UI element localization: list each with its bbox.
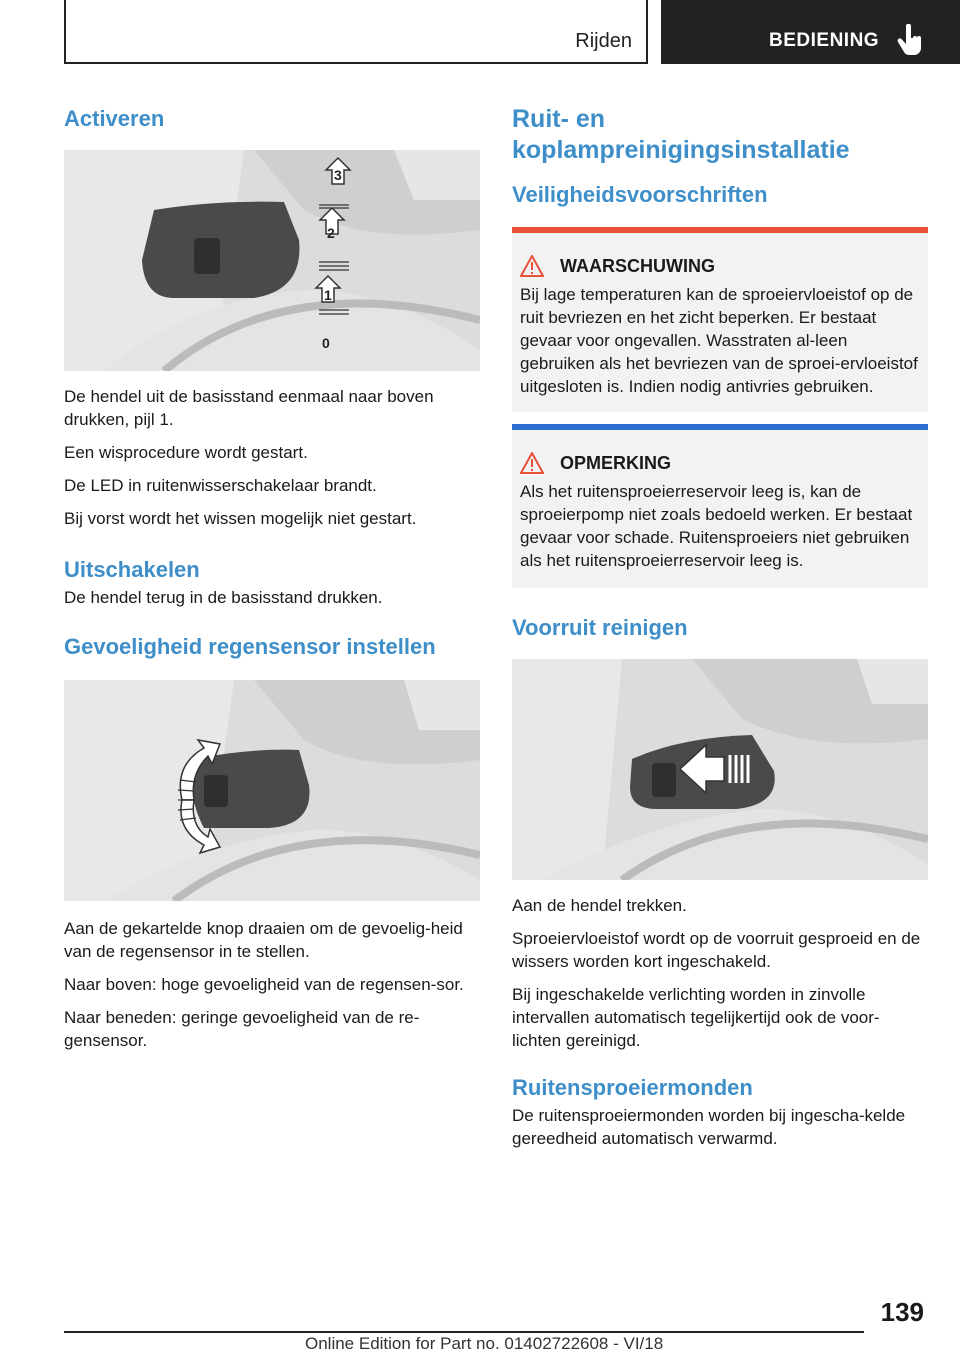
hand-pointer-icon — [895, 24, 925, 56]
warning-triangle-icon — [520, 255, 544, 277]
figure-wiper-lever-activate — [64, 150, 480, 371]
fig-label-3: 3 — [334, 167, 342, 183]
warning-title: WAARSCHUWING — [560, 255, 715, 276]
paragraph: De LED in ruitenwisserschakelaar brandt. — [64, 476, 377, 495]
paragraph: Aan de hendel trekken. — [512, 896, 687, 915]
left-column — [64, 96, 480, 1062]
heading-gevoeligheid: Gevoeligheid regensensor instellen — [64, 634, 436, 659]
paragraph: De hendel terug in de basisstand drukken. — [64, 588, 383, 607]
chapter-title: BEDIENING — [769, 30, 880, 51]
heading-ruitensproeiermonden: Ruitensproeiermonden — [512, 1075, 753, 1100]
note-box — [512, 424, 928, 588]
heading-activeren: Activeren — [64, 106, 165, 131]
paragraph: Naar beneden: geringe gevoeligheid van de re-gensensor. — [64, 1008, 420, 1050]
fig-label-0: 0 — [322, 335, 330, 351]
note-text: Als het ruitensproeierreservoir leeg is, kan de sproeierpomp niet zoals bedoeld werken. Er bestaat gevaar voor schade. Ruitensproeiers niet gebruiken als het ruitensproeierreservoir leeg is. — [520, 482, 913, 570]
fig-label-2: 2 — [327, 225, 335, 241]
page-number: 139 — [880, 1297, 924, 1327]
heading-uitschakelen: Uitschakelen — [64, 557, 200, 582]
footer-edition: Online Edition for Part no. 01402722608 - VI/18 — [305, 1334, 664, 1353]
paragraph: Bij ingeschakelde verlichting worden in zinvolle intervallen automatisch tegelijkertijd ook de voor-lichten gereinigd. — [512, 985, 880, 1050]
paragraph: Naar boven: hoge gevoeligheid van de regensen-sor. — [64, 975, 464, 994]
warning-box — [512, 227, 928, 412]
footer-divider — [64, 1331, 864, 1333]
heading-voorruit: Voorruit reinigen — [512, 615, 688, 640]
figure-windscreen-washer — [512, 659, 928, 880]
heading-main: Ruit- en koplampreinigingsinstallatie — [512, 105, 850, 164]
paragraph: Bij vorst wordt het wissen mogelijk niet gestart. — [64, 509, 417, 528]
note-title: OPMERKING — [560, 452, 672, 473]
right-column — [512, 96, 928, 1160]
paragraph: Aan de gekartelde knop draaien om de gevoelig-heid van de regensensor in te stellen. — [64, 919, 463, 961]
fig-label-1: 1 — [324, 287, 332, 303]
header-chapter-tab — [661, 0, 960, 64]
heading-veiligheid: Veiligheidsvoorschriften — [512, 182, 768, 207]
paragraph: Sproeiervloeistof wordt op de voorruit gesproeid en de wissers worden kort ingeschakeld. — [512, 929, 921, 971]
warning-triangle-icon — [520, 452, 544, 474]
paragraph: De ruitensproeiermonden worden bij ingescha-kelde gereedheid automatisch verwarmd. — [512, 1106, 906, 1148]
section-title: Rijden — [575, 30, 632, 52]
figure-rain-sensor-knob — [64, 680, 480, 901]
paragraph: De hendel uit de basisstand eenmaal naar boven drukken, pijl 1. — [64, 387, 434, 429]
header-left-tab — [64, 0, 648, 64]
warning-text: Bij lage temperaturen kan de sproeiervloeistof op de ruit bevriezen en het zicht beperken. Er bestaat gevaar voor ongevallen. Wasstraten al-leen gebruiken als het bevriezen van de sproei-ervloeistof uitgesloten is. Indien nodig antivries gebruiken. — [520, 285, 918, 396]
paragraph: Een wisprocedure wordt gestart. — [64, 443, 308, 462]
